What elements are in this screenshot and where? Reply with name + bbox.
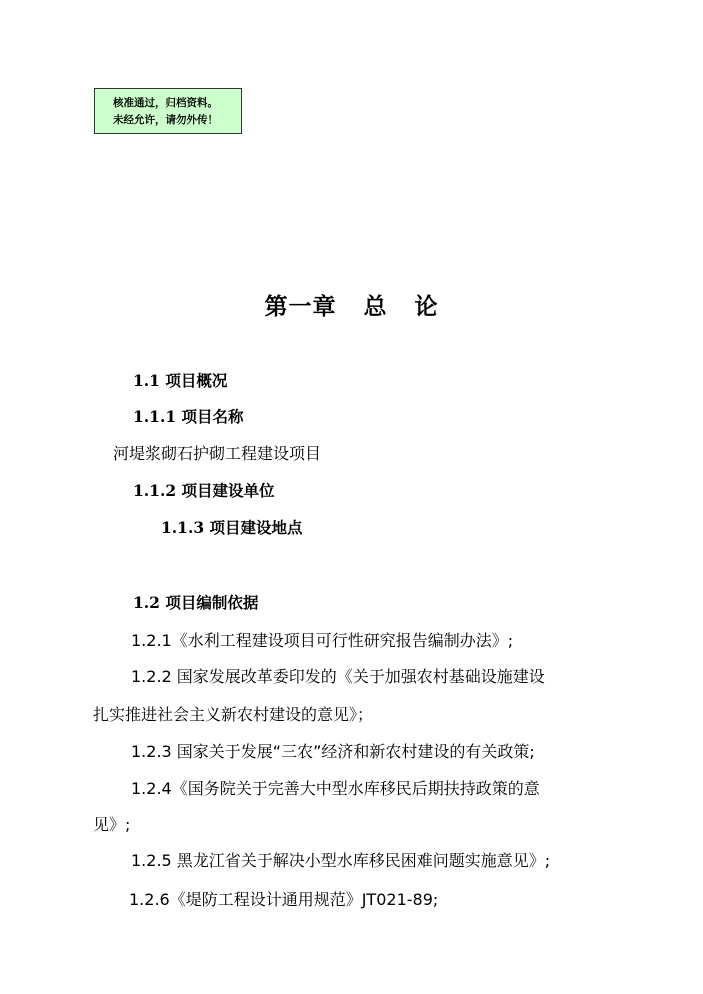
stamp-line-1: 核准通过，归档资料。 (113, 97, 218, 109)
section-heading-1-2: 1.2 项目编制依据 (133, 593, 259, 612)
basis-item-2-line-2: 扎实推进社会主义新农村建设的意见》； (93, 705, 374, 724)
section-heading-1-1-3: 1.1.3 项目建设地点 (161, 518, 303, 537)
chapter-title: 第一章 总 论 (264, 293, 439, 320)
basis-item-4-line-1: 1.2.4《国务院关于完善大中型水库移民后期扶持政策的意 (131, 779, 540, 798)
stamp-line-2: 未经允许，请勿外传！ (113, 114, 218, 126)
basis-item-3: 1.2.3 国家关于发展“三农”经济和新农村建设的有关政策; (131, 742, 535, 761)
basis-item-2-line-1: 1.2.2 国家发展改革委印发的《关于加强农村基础设施建设 (131, 667, 545, 686)
basis-item-1: 1.2.1《水利工程建设项目可行性研究报告编制办法》; (131, 631, 514, 650)
basis-item-5: 1.2.5 黑龙江省关于解决小型水库移民困难问题实施意见》; (131, 851, 551, 870)
section-heading-1-1: 1.1 项目概况 (133, 371, 228, 390)
section-heading-1-1-2: 1.1.2 项目建设单位 (133, 481, 275, 500)
project-name-text: 河堤浆砌石护砌工程建设项目 (113, 444, 322, 463)
approval-stamp (94, 88, 242, 134)
section-heading-1-1-1: 1.1.1 项目名称 (133, 407, 244, 426)
basis-item-6: 1.2.6《堤防工程设计通用规范》JT021-89; (129, 890, 439, 909)
basis-item-4-line-2: 见》; (93, 815, 131, 834)
